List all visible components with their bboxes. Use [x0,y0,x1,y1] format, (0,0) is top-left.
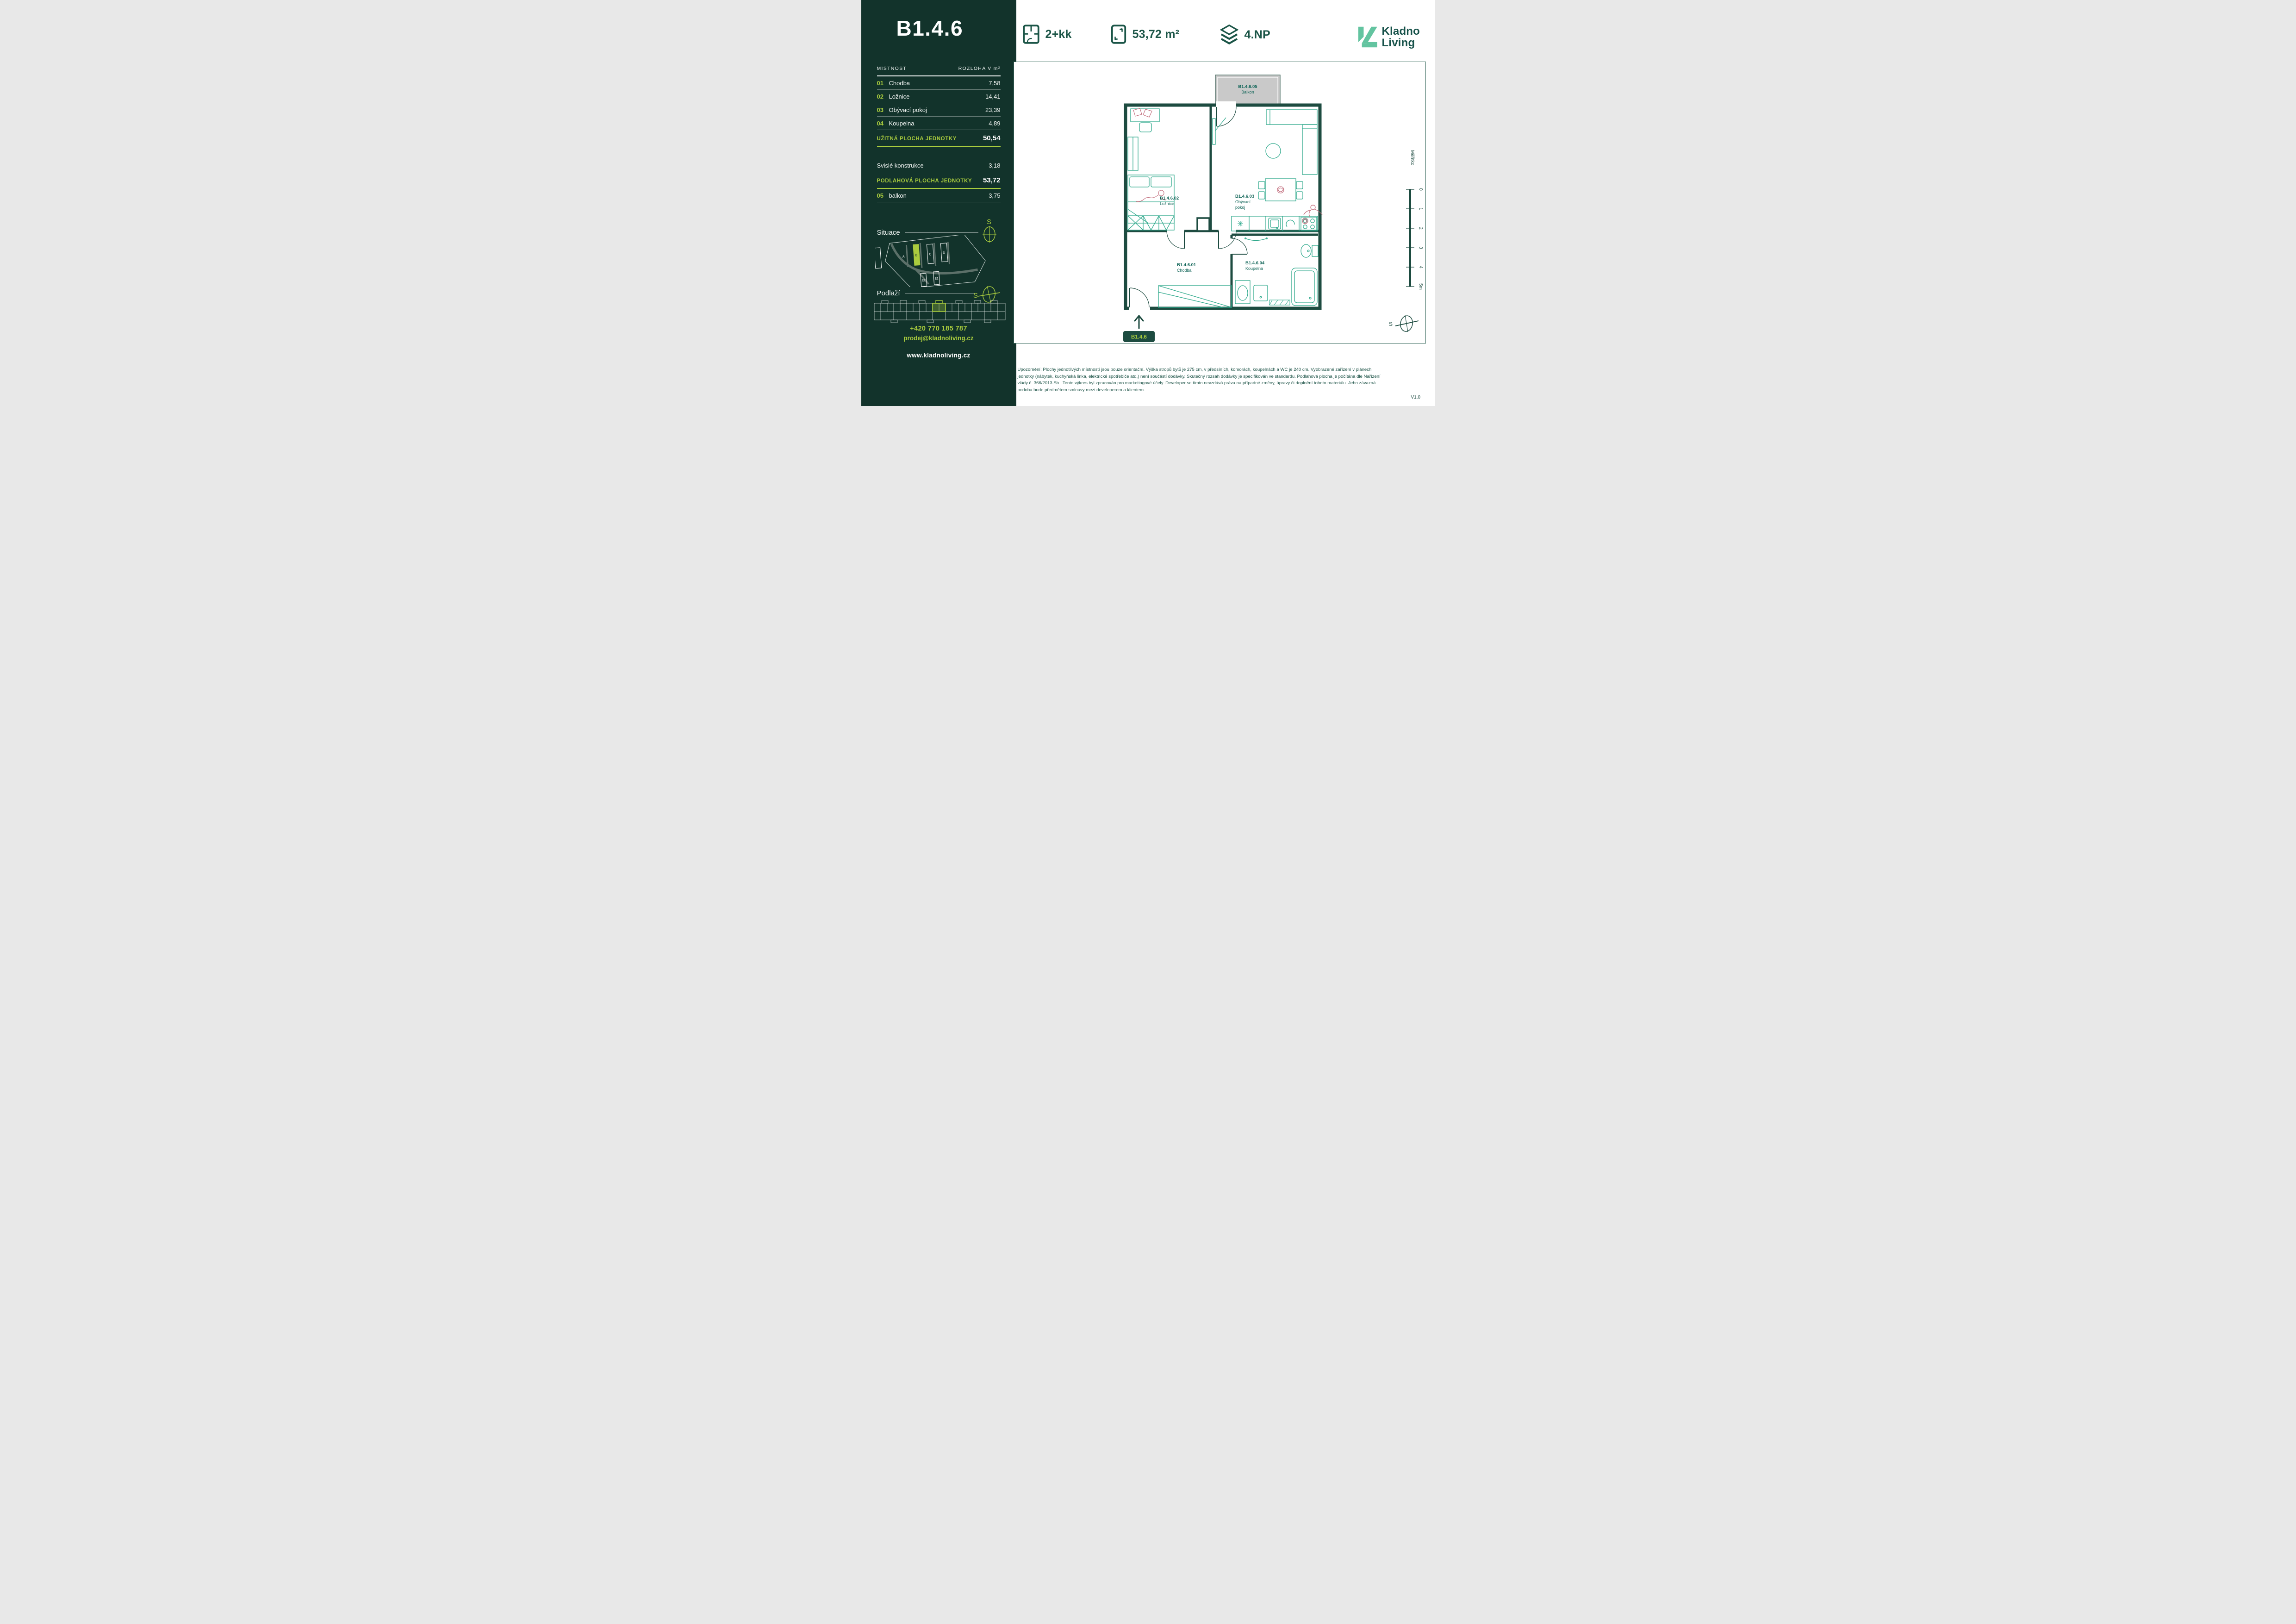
compass-letter: S [1388,321,1393,327]
room-name: Obývací [1235,200,1251,204]
brand-logo-text [1382,25,1420,49]
brand-line2: Living [1381,37,1415,49]
floorplan-drawing [1014,62,1425,343]
table-row [877,76,1001,90]
building-label: E1 [934,277,939,281]
table-row [877,90,1001,103]
scale-tick: 2 [1418,227,1423,230]
col-room-header: MÍSTNOST [877,66,907,71]
room-number: 01 [877,80,884,87]
floor-area-value: 53,72 [983,176,1001,184]
south-compass-icon [1388,315,1418,332]
entry-arrow-icon [1135,316,1143,328]
building-label-highlighted: B [915,254,918,257]
compass-letter: S [986,218,991,226]
table-row [877,103,1001,117]
balcony [1215,75,1280,106]
unit-badge [1123,331,1155,342]
building-label: A [902,255,905,259]
layout-stat [1023,25,1072,44]
room-number: 05 [877,192,884,199]
scale-tick: 0 [1418,188,1423,191]
divider [905,232,978,233]
floorplan-icon [1023,25,1039,44]
building-label: C [928,253,932,256]
col-area-header: ROZLOHA V m² [958,66,1001,71]
room-name: Chodba [1176,268,1192,273]
contact-block [861,325,1016,359]
room-code: B1.4.6.02 [1159,196,1179,201]
room-name: Ložnice [889,93,910,100]
highlighted-unit-outline [933,303,946,312]
scale-bar [1406,150,1423,290]
room-name: Balkon [1241,90,1254,94]
table-row [877,117,1001,130]
disclaimer-text: Upozornění: Plochy jednotlivých místností jsou pouze orientační. Výška stropů bytů je 275 cm, v předsíních, komorách, koupelnách a WC je 240 cm. Vyobrazené zařízení v plánech jednotky (nábytek, kuchyňská linka, elektrické spotřebiče atd.) není součástí dodávky. Skutečný rozsah dodávky je specifikován ve standardu. Podlahová plocha je počítána dle Nařízení vlády č. 366/2013 Sb.. Tento výkres byl zpracován pro marketingové účely. Developer se tímto nevzdává práva na případné změny, úpravy či doplnění tohoto materiálu. Jeho závazná podoba bude předmětem smlouvy mezi developerem a klientem. [1017,367,1381,393]
unit-code-title: B1.4.6 [896,16,964,40]
room-name: Obývací pokoj [889,106,927,113]
contact-email[interactable]: prodej@kladnoliving.cz [903,335,974,342]
room-name: Ložnice [1159,201,1174,206]
room-code: B1.4.6.05 [1238,84,1257,89]
version-label: V1.0 [1411,395,1421,400]
bedroom-furniture [1128,109,1174,230]
hall-closet [1158,286,1232,307]
area-stat [1111,25,1180,44]
room-number: 03 [877,106,884,113]
brand-line1: Kladno [1381,25,1420,37]
room-code: B1.4.6.04 [1245,261,1264,266]
building-label: E2 [921,279,926,282]
floorplan-panel [1014,62,1426,344]
room-name: Koupelna [889,120,915,127]
room-name: Koupelna [1245,266,1263,271]
usable-area-label: UŽITNÁ PLOCHA JEDNOTKY [877,136,957,142]
room-number: 02 [877,93,884,100]
podlazi-label: Podlaží [877,289,900,297]
construction-value: 3,18 [989,162,1001,169]
living-furniture [1213,110,1317,201]
floor-area-row [877,172,1001,189]
divider [905,293,977,294]
usable-area-value: 50,54 [983,134,1001,142]
fact-sheet-page [861,0,1435,406]
scale-label: Měřítko [1409,150,1415,166]
construction-label: Svislé konstrukce [877,162,924,169]
layout-value: 2+kk [1045,27,1072,41]
room-code: B1.4.6.01 [1176,262,1196,268]
floor-stat [1220,25,1270,45]
room-area: 14,41 [985,93,1001,100]
kladno-living-logo-icon [1358,25,1378,49]
unit-walls [1126,101,1320,311]
shaft [1197,218,1209,231]
area-value: 53,72 m² [1132,27,1180,41]
compass-letter: S [973,292,978,300]
room-area: 7,58 [989,80,1001,87]
brand-logo [1358,25,1420,49]
room-labels [1160,194,1265,273]
site-map [875,235,1005,287]
floor-area-label: PODLAHOVÁ PLOCHA JEDNOTKY [877,178,972,184]
room-number: 04 [877,120,884,127]
room-name: Chodba [889,80,910,87]
contact-phone[interactable]: +420 770 185 787 [910,325,967,332]
room-area: 23,39 [985,106,1001,113]
construction-row [877,159,1001,172]
scale-tick: 1 [1418,207,1423,210]
balcony-row [877,189,1001,202]
room-area: 4,89 [989,120,1001,127]
sidebar [861,0,1016,406]
usable-area-row [877,130,1001,147]
scale-tick: 3 [1418,246,1423,249]
area-icon [1111,25,1126,44]
room-code: B1.4.6.03 [1235,194,1254,199]
dining-plant-accent [1277,187,1284,193]
floor-outline [871,299,1008,324]
scale-tick: 5m [1418,283,1423,290]
floor-value: 4.NP [1244,28,1270,41]
room-area: 3,75 [989,192,1001,199]
table-header [877,66,1001,76]
room-name: balkon [889,192,907,199]
unit-badge-label: B1.4.6 [1131,334,1147,340]
bathroom-fixtures [1235,238,1318,306]
room-area-table [877,66,1001,202]
scale-tick: 4 [1418,266,1423,269]
floor-icon [1220,25,1238,45]
building-label: D [942,251,946,255]
room-name: pokoj [1235,205,1245,210]
situace-label: Situace [877,229,900,237]
contact-website[interactable]: www.kladnoliving.cz [907,352,971,359]
